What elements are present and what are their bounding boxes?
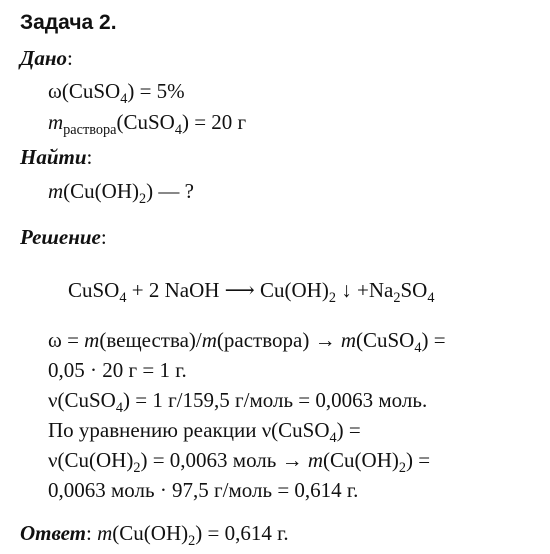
solution-line-1: ω = m(вещества)/m(раствора) → m(CuSO$_4$) =: [48, 328, 446, 356]
solution-line-6: 0,0063 моль · 97,5 г/моль = 0,614 г.: [48, 478, 359, 502]
given-mass-fraction: ω(CuSO$_4$) = 5%: [48, 79, 185, 107]
answer-line: Ответ: $m(Cu(OH)_2) = 0,614$ г.: [20, 521, 289, 549]
solution-line-3: ν(CuSO$_4$) = 1 г/159,5 г/моль = 0,0063 моль.: [48, 388, 428, 416]
solution-heading: Решение:: [20, 225, 107, 249]
given-heading: Дано:: [20, 46, 73, 70]
solution-line-4: По уравнению реакции ν(CuSO$_4$) =: [48, 418, 361, 446]
task-title: Задача 2.: [20, 11, 117, 34]
find-target: $m(Cu(OH)_2)$ — ?: [48, 179, 194, 207]
find-heading: Найти:: [20, 145, 93, 169]
answer-label: Ответ: [20, 521, 87, 545]
reaction-equation: CuSO$_4$ + 2 NaOH ⟶ $Cu(OH)_2$ ↓ $+Na_2SO_4$: [68, 278, 435, 306]
given-solution-mass: $m_{раствора}(CuSO_4) = 20$ г: [48, 110, 247, 138]
solution-line-2: 0,05 · 20 г = 1 г.: [48, 358, 187, 382]
find-label: Найти: [20, 145, 87, 169]
solution-line-5: $\nu(Cu(OH)_2) = 0,0063$ моль → $m(Cu(OH)_2)$ =: [48, 448, 431, 476]
given-label: Дано: [20, 46, 68, 70]
solution-label: Решение: [20, 225, 101, 249]
